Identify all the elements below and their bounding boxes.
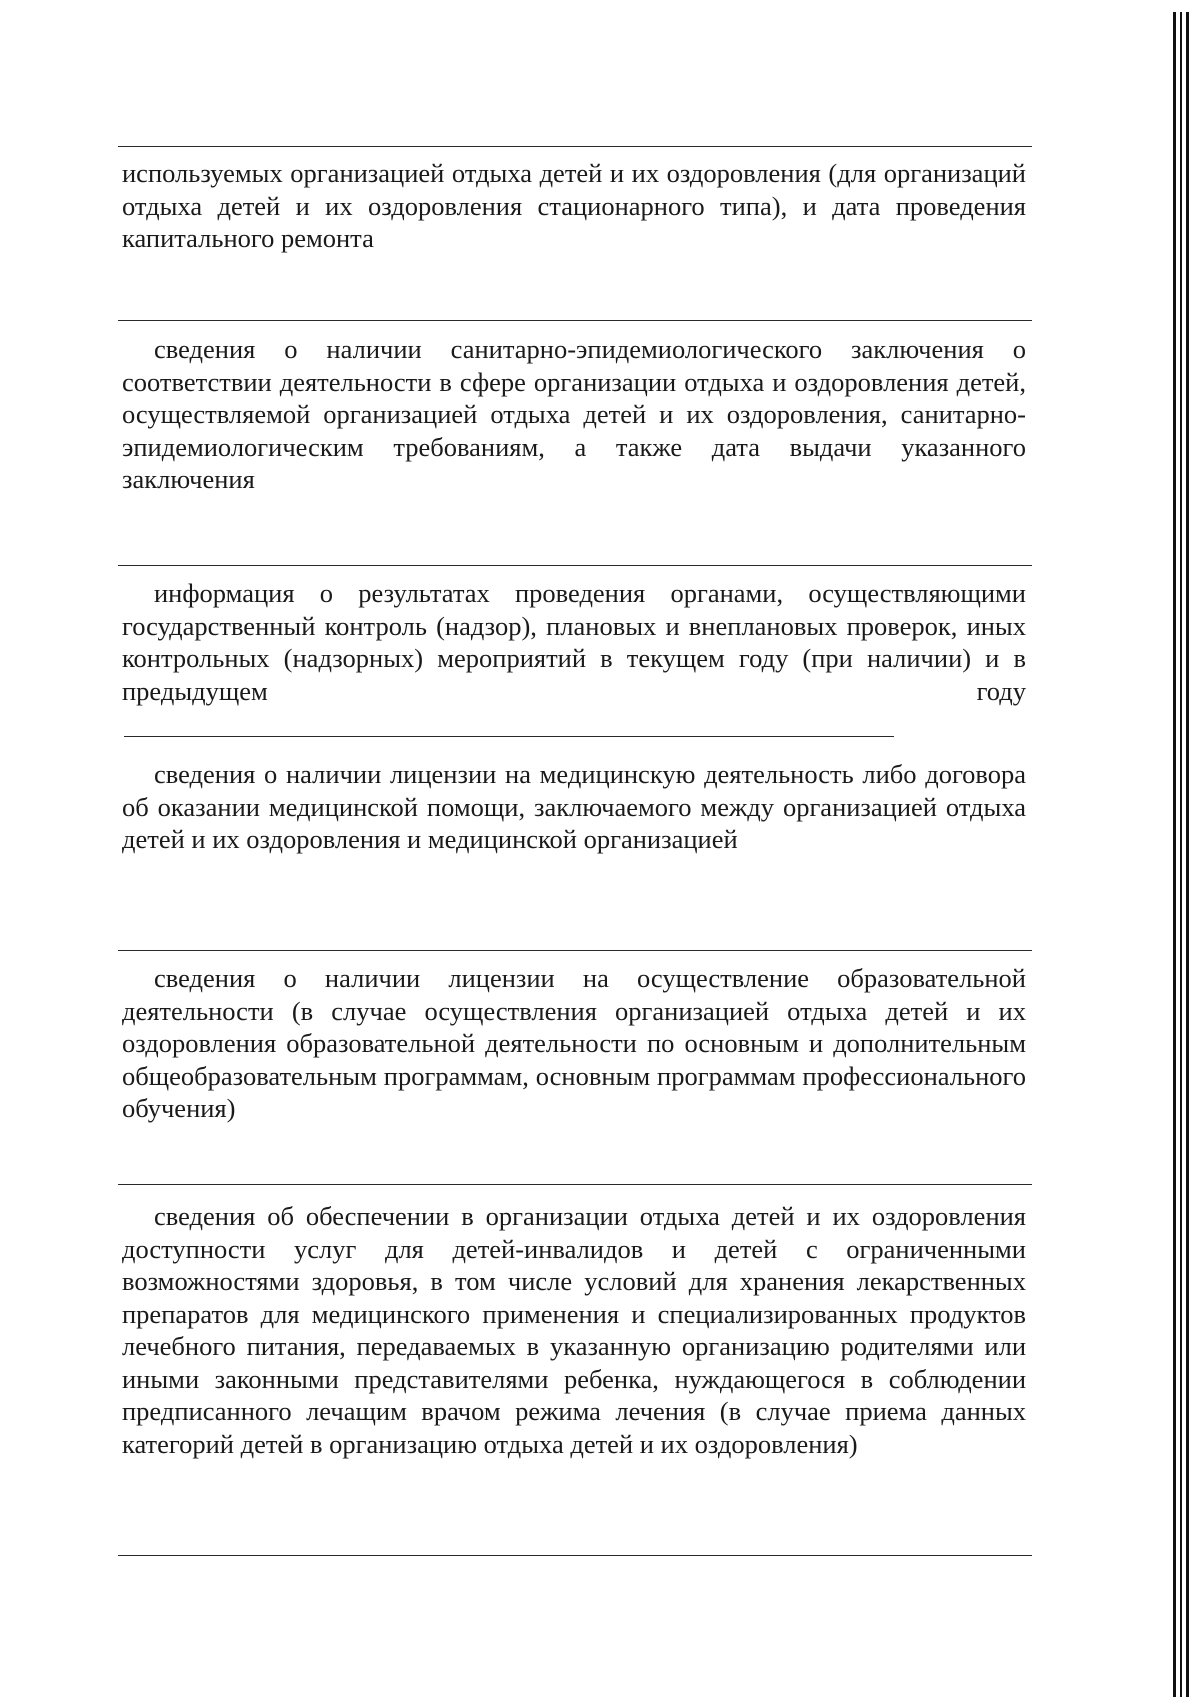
paragraph-inspection-results: информация о результатах проведения органами, осуществляющими государственный контроль (надзор), плановых и внеплановых проверок, иных контрольных (надзорных) мероприятий в текущем году (при наличии) и в предыдущем году xyxy=(122,578,1026,706)
fill-line-4 xyxy=(124,736,894,737)
fill-line-6 xyxy=(118,1184,1032,1185)
fill-line-2 xyxy=(118,320,1032,321)
page-edge-bar-1 xyxy=(1173,12,1176,1697)
paragraph-sanitary-conclusion: сведения о наличии санитарно-эпидемиологического заключения о соответствии деятельности в сфере организации отдыха и оздоровления детей, осуществляемой организацией отдыха детей и их оздоровления, санитарно-эпидемиологическим требованиям, а также дата выдачи указанного заключения xyxy=(122,334,1026,494)
fill-line-7 xyxy=(118,1555,1032,1556)
paragraph-education-license: сведения о наличии лицензии на осуществление образовательной деятельности (в случае осуществления организацией отдыха детей и их оздоровления образовательной деятельности по основным и дополнительным общеобразовательным программам, основным программам профессионального обучения) xyxy=(122,963,1026,1123)
paragraph-accessibility: сведения об обеспечении в организации отдыха детей и их оздоровления доступности услуг для детей-инвалидов и детей с ограниченными возможностями здоровья, в том числе условий для хранения лекарственных препаратов для медицинского применения и специализированных продуктов лечебного питания, передаваемых в указанную организацию родителями или иными законными представителями ребенка, нуждающегося в соблюдении предписанного лечащим врачом режима лечения (в случае приема данных категорий детей в организацию отдыха детей и их оздоровления) xyxy=(122,1201,1026,1459)
page-edge-bar-2 xyxy=(1180,12,1182,1697)
paragraph-medical-license: сведения о наличии лицензии на медицинскую деятельность либо договора об оказании медицинской помощи, заключаемого между организацией отдыха детей и их оздоровления и медицинской организацией xyxy=(122,759,1026,854)
fill-line-5 xyxy=(118,950,1032,951)
fill-line-3 xyxy=(118,565,1032,566)
page-edge-bar-3 xyxy=(1186,12,1189,1697)
fill-line-1 xyxy=(118,146,1032,147)
paragraph-capital-repair: используемых организацией отдыха детей и их оздоровления (для организаций отдыха детей и их оздоровления стационарного типа), и дата проведения капитального ремонта xyxy=(122,158,1026,253)
